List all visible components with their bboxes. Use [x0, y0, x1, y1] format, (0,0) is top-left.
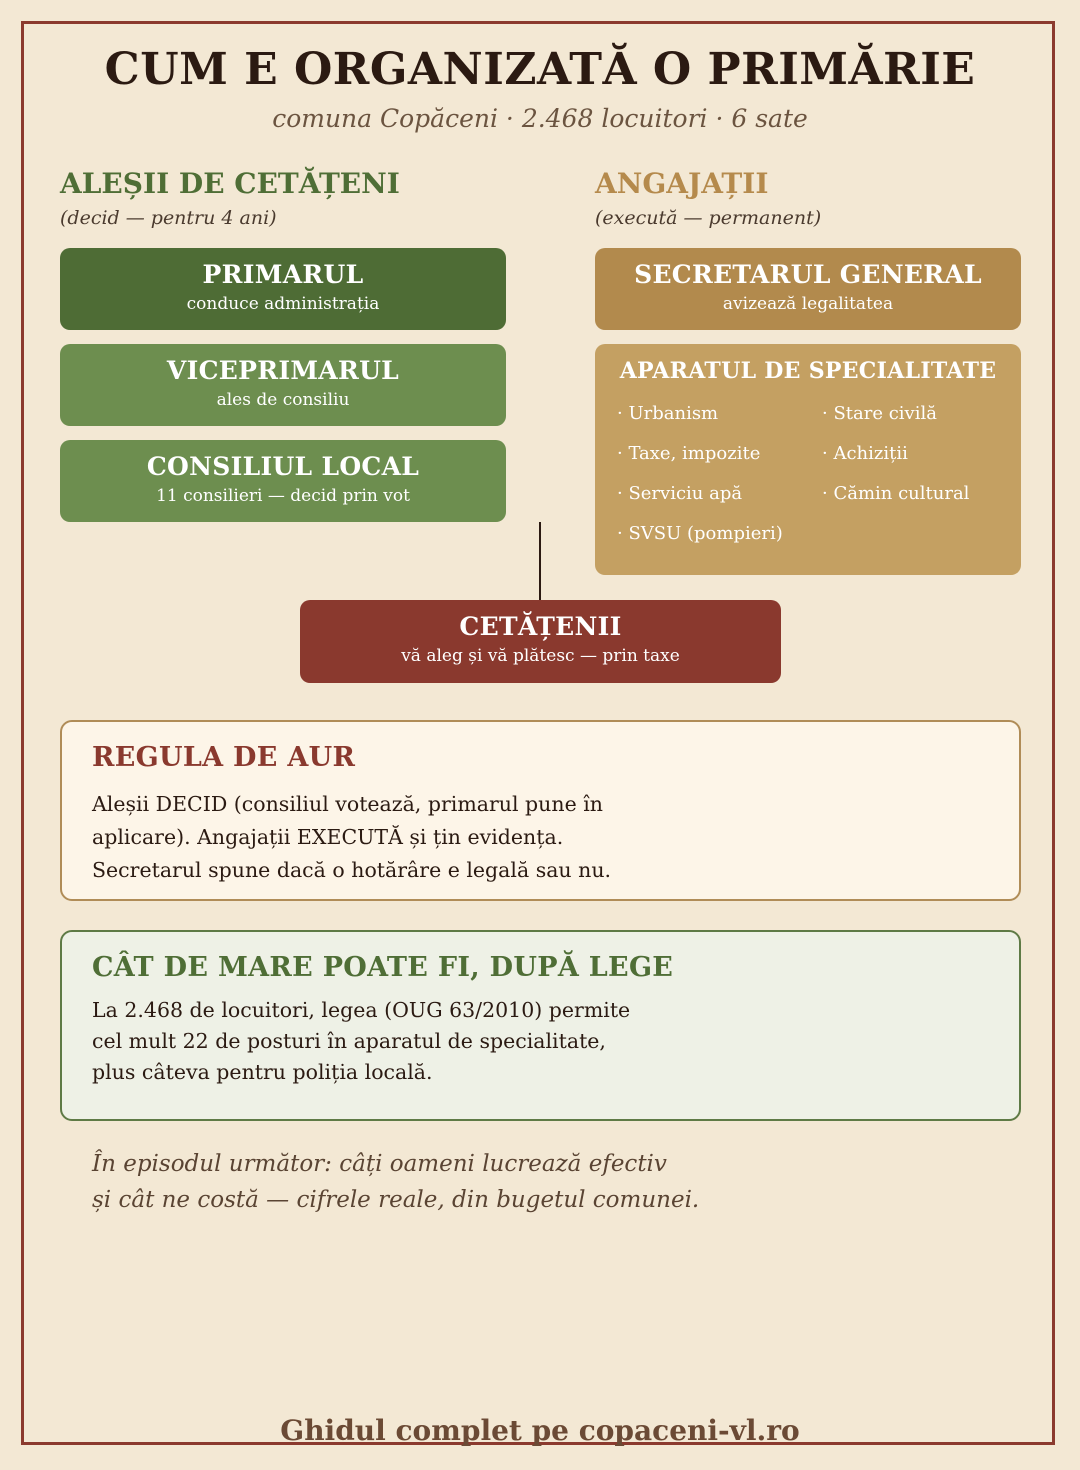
law-title: CÂT DE MARE POATE FI, DUPĂ LEGE — [92, 952, 674, 983]
local-council-desc: 11 consilieri — decid prin vot — [156, 486, 410, 506]
department-item: · Serviciu apă — [617, 483, 743, 504]
mayor-box — [60, 248, 506, 330]
page-title: CUM E ORGANIZATĂ O PRIMĂRIE — [104, 44, 976, 95]
golden-rule-line: Secretarul spune dacă o hotărâre e legală sau nu. — [92, 858, 612, 882]
department-list — [617, 402, 1017, 546]
footer-link-text: Ghidul complet pe copaceni-vl.ro — [280, 1414, 800, 1447]
department-item: · Taxe, impozite — [617, 443, 761, 464]
citizens-title: CETĂȚENII — [459, 612, 622, 641]
teaser-text — [92, 1146, 699, 1218]
elected-note: (decid — pentru 4 ani) — [60, 207, 277, 229]
law-card — [60, 930, 1021, 1121]
citizens-desc: vă aleg și vă plătesc — prin taxe — [401, 646, 680, 666]
secretary-desc: avizează legalitatea — [722, 294, 894, 314]
apparatus-box — [595, 344, 1021, 575]
deputy-mayor-desc: ales de consiliu — [216, 390, 350, 410]
law-line: cel mult 22 de posturi în aparatul de specialitate, — [92, 1029, 606, 1053]
golden-rule-line: Aleșii DECID (consiliul votează, primarul pune în — [92, 792, 603, 816]
teaser-line: și cât ne costă — cifrele reale, din bugetul comunei. — [92, 1187, 700, 1213]
mayor-title: PRIMARUL — [202, 260, 364, 289]
apparatus-title: APARATUL DE SPECIALITATE — [619, 358, 997, 384]
local-council-box — [60, 440, 506, 522]
citizens-box — [300, 600, 781, 683]
department-item: · Urbanism — [617, 403, 719, 424]
golden-rule-line: aplicare). Angajații EXECUTĂ și țin evidența. — [92, 825, 564, 849]
connector-line — [539, 522, 541, 600]
mayor-desc: conduce administrația — [186, 294, 380, 314]
golden-rule-card — [60, 720, 1021, 901]
law-line: La 2.468 de locuitori, legea (OUG 63/2010) permite — [92, 998, 631, 1022]
law-line: plus câteva pentru poliția locală. — [92, 1060, 433, 1084]
department-item: · Cămin cultural — [822, 483, 970, 504]
elected-heading: ALEȘII DE CETĂȚENI — [60, 167, 400, 200]
deputy-mayor-box — [60, 344, 506, 426]
department-item: · SVSU (pompieri) — [617, 523, 783, 544]
secretary-box — [595, 248, 1021, 330]
deputy-mayor-title: VICEPRIMARUL — [166, 356, 400, 385]
department-item: · Stare civilă — [822, 403, 937, 424]
staff-heading: ANGAJAȚII — [595, 167, 769, 200]
secretary-title: SECRETARUL GENERAL — [634, 260, 982, 289]
local-council-title: CONSILIUL LOCAL — [146, 452, 420, 481]
staff-note: (execută — permanent) — [595, 207, 822, 229]
teaser-line: În episodul următor: câți oameni lucrează efectiv — [92, 1151, 667, 1177]
golden-rule-title: REGULA DE AUR — [92, 742, 356, 773]
page-subtitle: comuna Copăceni · 2.468 locuitori · 6 sate — [272, 104, 808, 133]
department-item: · Achiziții — [822, 443, 908, 464]
